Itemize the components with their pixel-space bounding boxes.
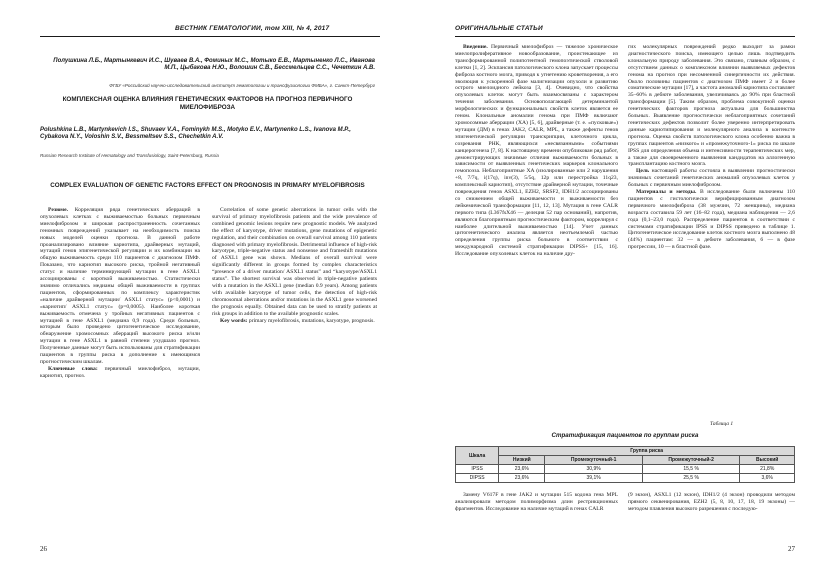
keywords-en-text: primary myelofibrosis, mutations, karyotype, prognosis. <box>248 317 375 324</box>
table-label: Таблица 1 <box>710 421 734 427</box>
table-row <box>456 474 795 483</box>
table-subheader: Низкий <box>499 456 545 465</box>
table-cell: 3,6% <box>740 474 795 483</box>
page-number-right: 27 <box>788 545 795 553</box>
bottom-right-paragraph: (9 экзон), ASXL1 (12 экзон), IDH1/2 (4 экзон) проводили методом прямого секвенирования, EZH2 (5, 8, 10, 17, 18, 19 экзоны) — методом плавления высокого разрешения с последую- <box>628 492 795 512</box>
table-cell: 21,8% <box>740 465 795 474</box>
abstract-en-text: Correlation of some genetic aberrations in tumor cells with the survival of primary myelofibrosis patients and the wide prevalence of combined genomic lesions require new prognostic models. We analyzed the effect of karyotype, driver mutations, gene mutations of epigenetic regulation, and their combination on overall survival among 110 patients diagnosed with primary myelofibrosis. Detrimental influence of high-risk karyotype, triple-negative status and nonsense and frameshift mutations of ASXL1 gene was shown. Medians of overall survival were significantly different in groups formed by complex characteristics “presence of a driver mutation/ ASXL1 status” and “karyotype/ASXL1 status”. The shortest survival was observed in triple-negative patients with a mutation in the ASXL1 gene (median 0.9 years). Among patients with available karyotype of tumor cells, the detection of high-risk chromosomal aberrations and/or mutations in the ASXL1 gene worsened the prognosis equally. Obtained data can be used to stratify patients at risk groups in addition to the available prognostic scales. <box>212 207 377 317</box>
methods-label: Материалы и методы. <box>636 189 697 196</box>
abstract-ru-label: Резюме. <box>48 207 68 213</box>
aim-text: настоящей работы состояла в выявлении прогностически значимых сочетаний генетических аномалий опухолевых клеток у больных с первичным миелофиброзом. <box>628 168 795 189</box>
right-page <box>410 0 820 580</box>
continuation-text: гих молекулярных повреждений редко выходит за рамки диагностического поиска, имеющего целью лишь подтвердить клональную природу заболевания. Это связано, главным образом, с отсутствием данных о комплексном влиянии выявляемых дефектов генома на прогноз при несомненной синергичности их действия. Около половины пациентов с диагнозом ПМФ имеет 2 и более соматические мутации [17], а частота аномалий кариотипа составляет 35–60% в дебюте заболевания, увеличиваясь до 90% при бластной трансформации [5]. Таким образом, проблема совокупной оценки генетических факторов прогноза актуальна для большинства больных. Выявление прогностически неблагоприятных сочетаний генетических дефектов позволит более уверенно интерпретировать данные кариотипирования и молекулярного анализа в контексте прогноза. Оценка свойств патологического клона особенно важна в группах пациентов «низкого» и «промежуточного-1» риска по шкале IPSS для определения объема и интенсивности терапевтических мер, а также для своевременного выявления кандидатов на аллогенную трансплантацию костного мозга. <box>628 44 795 168</box>
page-number-left: 26 <box>40 545 47 553</box>
table-cell: DIPSS <box>456 474 499 483</box>
abstract-en <box>212 207 377 537</box>
table-subheader: Высокий <box>740 456 795 465</box>
bottom-left-paragraph: Замену V617F в гене JAK2 и мутации 515 кодона гена MPL анализировали методом полиморфизма длин рестрикционных фрагментов. Исследование на наличие мутаций в генах CALR <box>455 492 618 512</box>
abstract-ru <box>40 207 200 537</box>
header-rule <box>455 36 795 37</box>
table-cell: 30,9% <box>545 465 643 474</box>
aim-label: Цель <box>636 168 649 175</box>
intro-label: Введение. <box>463 44 488 50</box>
table-row <box>456 465 795 474</box>
table-cell: 15,5 % <box>642 465 740 474</box>
intro-text: Первичный миелофиброз — тяжелое хроническое миелопролиферативное новообразование, проистекающее из трансформированной полипотентной гемопоэтической стволовой клетки [1, 2]. Эскпансия патологического клона запускает процессы фиброза костного мозга, приводя к угнетению кроветворения, а его эволюция к ускоренной фазе малигнизации опухоли и развитию острого миелоидного лейкоза [3, 4]. Очевидно, что свойства опухолевых клеток могут быть взаимосвязаны с характером течения заболевания. Основополагающей детерминантой морфологических и функциональных свойств клеток является ее геном. Клональные аномалии генома при ПМФ включают хромосомные аберрации (ХА) [5, 6], драйверные (т. е. «пусковые») мутации (ДМ) в генах JAK2, CALR, MPL, а также дефекты генов эпигенетической регуляции транскрипции, клеточного цикла, созревания РНК, являющихся «несвязанными» событиями канцерогенеза [7, 8]. К настоящему времени опубликован ряд работ, демонстрирующих значимые отличия выживаемости больных в зависимости от выявленных генетических маркеров клонального гемопоэза. Неблагоприятные ХА (изолированные или 2 нарушения +8, 7/7q, i(17q), inv(3), 5/5q, 12p или перестройка 11q23, комплексный кариотип), отсутствие драйверной мутации, точечные повреждения генов ASXL1, EZH2, SRSF2, IDH1/2 ассоциированы со снижением общей выживаемости и выживаемости без лейкемической трансформации [11, 12, 13]. Мутация в гене CALR первого типа (L367fsX46 — делеция 52 пар оснований), напротив, являются благоприятным прогностическим фактором, коррелируя с наиболее длительной выживаемостью [14]. Учет данных цитогенетического анализа является неотъемлемой частью определения группы риска больного в соответствии с международной системой стратификации DIPSS+ [15, 16]. Исследование опухолевых клеток на наличие дру- <box>455 44 618 258</box>
table-cell: 23,6% <box>499 474 545 483</box>
keywords-ru-label: Ключевые слова: <box>48 365 98 372</box>
table-header-scale: Шкала <box>456 447 499 465</box>
authors-ru: Полушкина Л.Б., Мартынкевич И.С., Шуваев В.А., Фоминых М.С., Мотыко Е.В., Мартыненко Л.С., Иванова М.П., Цыбакова Н.Ю., Волошин С.В., Бессмельцев С.С., Чечеткин А.В. <box>53 58 375 71</box>
table-title: Стратификация пациентов по группам риска <box>551 432 699 439</box>
bottom-left-text <box>455 492 618 532</box>
authors-en: Polushkina L.B., Martynkevich I.S., Shuvaev V.A., Fominykh M.S., Motyko E.V., Martynenko L.S., Ivanova M.P., Cybakova N.Y., Voloshin S.V., Bessmeltsev S.S., Chechetkin A.V. <box>40 127 351 140</box>
table-subheader: Промежуточный-1 <box>545 456 643 465</box>
section-header: ОРИГИНАЛЬНЫЕ СТАТЬИ <box>455 25 543 32</box>
intro-column <box>455 44 618 418</box>
bottom-right-text <box>628 492 795 532</box>
institution-ru: ФГБУ «Российский научно-исследовательский институт гематологии и трансфузиологии ФМБА», г. Санкт-Петербург <box>109 83 375 88</box>
table-cell: IPSS <box>456 465 499 474</box>
title-ru: КОМПЛЕКСНАЯ ОЦЕНКА ВЛИЯНИЯ ГЕНЕТИЧЕСКИХ ФАКТОРОВ НА ПРОГНОЗ ПЕРВИЧНОГО МИЕЛОФИБРОЗА <box>62 96 353 111</box>
keywords-ru-text: первичный миелофиброз, мутации, кариотип, прогноз. <box>40 365 200 379</box>
table-cell: 23,6% <box>499 465 545 474</box>
keywords-en-label: Key words: <box>220 317 248 324</box>
abstract-ru-text: Корреляция ряда генетических аберраций в опухолевых клетках с выживаемостью больных первичным миелофиброзом и широкая распространенность сочетанных геномных повреждений указывает на необходимость поиска новых моделей оценки прогноза. В данной работе проанализировано влияние кариотипа, драйверных мутаций, мутаций генов эпигенетической регуляции и их комбинации на общую выживаемость среди 110 пациентов с диагнозом ПМФ. Показано, что кариотип высокого риска, тройной негативный статус и наличие терминирующей мутации в гене ASXL1 ассоциированы с короткой выживаемостью. Статистически значимо отличались медианы общей выживаемости в группах пациентов, сформированных по комплексу характеристик «наличие драйверной мутации/ ASXL1 статус» (p<0,0001) и «кариотип/ ASXL1 статус» (p=0,0005). Наиболее короткая выживаемость отмечена у тройных негативных пациентов с мутацией в гене ASXL1 (медиана 0,9 года). Среди больных, которым было проведено цитогенетическое исследование, обнаружение хромосомных аберраций высокого риска и/или мутации в гене ASXL1 в равной степени ухудшало прогноз. Полученные данные могут быть использованы для стратификации пациентов в группы риска в дополнение к имеющимся прогностическим шкалам. <box>40 207 200 365</box>
header-rule <box>40 36 380 37</box>
title-en: COMPLEX EVALUATION OF GENETIC FACTORS EFFECT ON PROGNOSIS IN PRIMARY MYELOFIBROSIS <box>50 182 365 189</box>
table-subheader: Промежуточный-2 <box>642 456 740 465</box>
table-cell: 39,1% <box>545 474 643 483</box>
journal-header: ВЕСТНИК ГЕМАТОЛОГИИ, том XIII, № 4, 2017 <box>175 25 330 32</box>
second-column <box>628 44 795 418</box>
institution-en: Russian Research Institute of Hematology and Transfusiology, Saint-Petersburg, Russia <box>40 153 219 158</box>
table-header-group: Группа риска <box>499 447 795 456</box>
risk-table <box>455 446 795 483</box>
table-cell: 25,5 % <box>642 474 740 483</box>
methods-text: В исследование были включены 110 пациентов с гистологически верифицированным диагнозом первичного миелофиброза (38 мужчин, 72 женщины), медиана возраста составила 59 лет (16–82 года), медиана наблюдения — 2,6 года (0,1–23,0 года). Распределение пациентов в соответствии с системами стратификации IPSS и DIPSS приведено в таблице 1. Цитогенетическое исследование клеток костного мозга выполнено 48 (44%) пациентам: 32 — в дебюте заболевания, 6 — в фазе прогрессии, 10 — в бластной фазе. <box>628 189 795 251</box>
